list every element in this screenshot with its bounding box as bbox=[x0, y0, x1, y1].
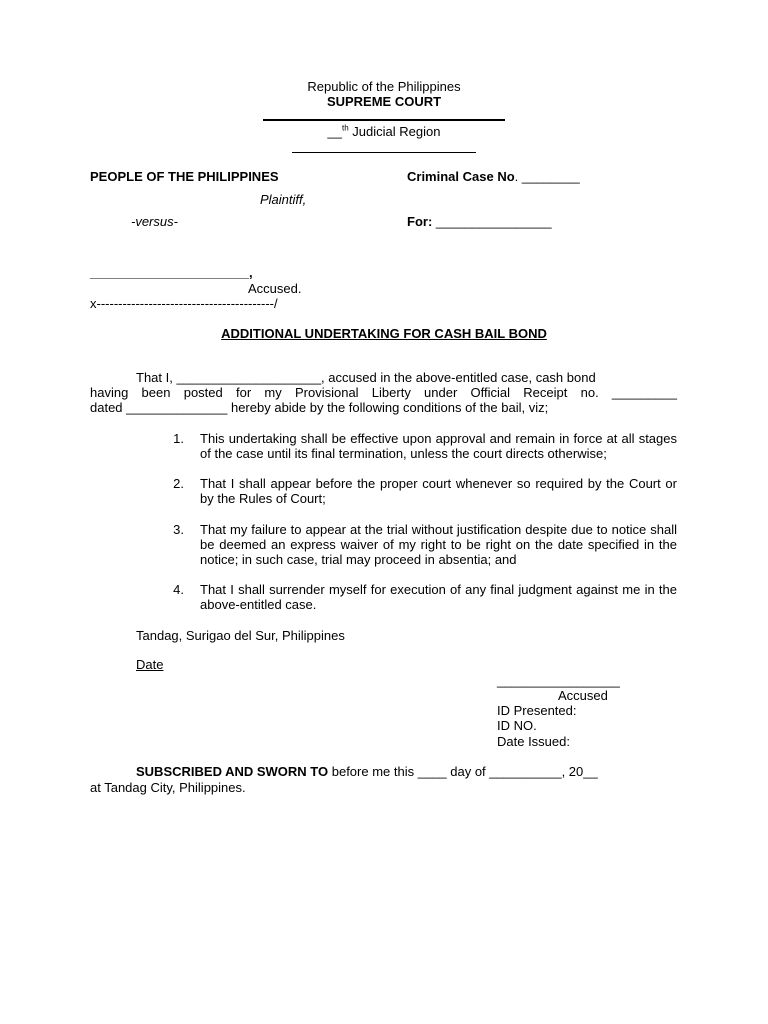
document-title: ADDITIONAL UNDERTAKING FOR CASH BAIL BOND bbox=[221, 326, 547, 341]
jurat-line-2: at Tandag City, Philippines. bbox=[90, 780, 246, 795]
place-of-execution: Tandag, Surigao del Sur, Philippines bbox=[136, 628, 345, 643]
versus-label: -versus- bbox=[131, 214, 178, 229]
accused-name-blank: ______________________, bbox=[90, 265, 253, 280]
region-location-blank bbox=[292, 152, 476, 153]
case-number: Criminal Case No. ________ bbox=[407, 169, 580, 184]
jurat-line-1: SUBSCRIBED AND SWORN TO before me this ____ day of __________, 20__ bbox=[136, 764, 598, 779]
condition-text: That I shall appear before the proper court whenever so required by the Court or by the Rules of Court; bbox=[200, 476, 677, 506]
condition-text: That my failure to appear at the trial without justification despite due to notice shall be deemed an express waiver of my right to be right on the date specified in the notice; in such case, trial may proceed in absentia; and bbox=[200, 522, 677, 567]
condition-text: That I shall surrender myself for execution of any final judgment against me in the above-entitled case. bbox=[200, 582, 677, 612]
accused-role: Accused. bbox=[248, 281, 302, 296]
condition-number: 2. bbox=[173, 476, 184, 491]
plaintiff-role: Plaintiff, bbox=[260, 192, 307, 207]
court-heading: SUPREME COURT bbox=[326, 94, 442, 109]
id-presented-label: ID Presented: bbox=[497, 703, 577, 718]
signature-role: Accused bbox=[558, 688, 608, 703]
id-number-label: ID NO. bbox=[497, 718, 537, 733]
signature-line: _________________ bbox=[497, 673, 620, 688]
date-label: Date bbox=[136, 657, 164, 672]
for-offense: For: ________________ bbox=[407, 214, 552, 229]
condition-text: This undertaking shall be effective upon approval and remain in force at all stages of the case until its final termination, unless the court directs otherwise; bbox=[200, 431, 677, 461]
court-branch-blank bbox=[263, 119, 505, 121]
judicial-region: __$^{th}$ Judicial Region bbox=[327, 123, 441, 139]
intro-line-1: That I, ____________________, accused in the above-entitled case, cash bond bbox=[136, 370, 596, 385]
condition-number: 4. bbox=[173, 582, 184, 597]
intro-line-2: having been posted for my Provisional Liberty under Official Receipt no. _________ bbox=[90, 385, 677, 400]
date-issued-label: Date Issued: bbox=[497, 734, 570, 749]
caption-separator: x-----------------------------------------/ bbox=[90, 296, 278, 311]
condition-number: 1. bbox=[173, 431, 184, 446]
intro-line-3: dated ______________ hereby abide by the following conditions of the bail, viz; bbox=[90, 400, 549, 415]
plaintiff-name: PEOPLE OF THE PHILIPPINES bbox=[90, 169, 279, 184]
republic-heading: Republic of the Philippines bbox=[307, 79, 461, 94]
condition-number: 3. bbox=[173, 522, 184, 537]
